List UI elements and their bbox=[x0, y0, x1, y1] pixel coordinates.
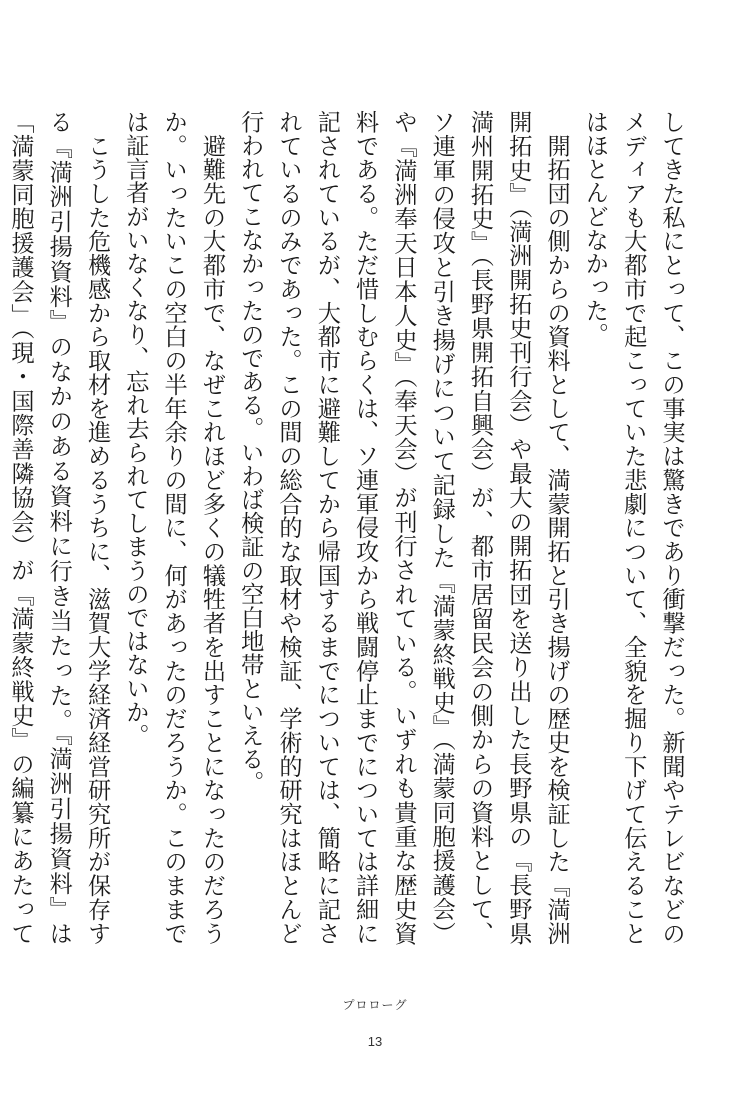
running-head: プロローグ bbox=[342, 998, 408, 1012]
paragraph-1: してきた私にとって、この事実は驚きであり衝撃だった。新聞やテレビなどのメディアも大都市で起こっていた悲劇について、全貌を掘り下げて伝えることはほとんどなかった。 bbox=[581, 110, 685, 945]
vertical-body-text bbox=[6, 110, 690, 945]
paragraph-2: 開拓団の側からの資料として、満蒙開拓と引き揚げの歴史を検証した『満洲開拓史』（満洲開拓史刊行会）や最大の開拓団を送り出した長野県の『長野県満州開拓史』（長野県開拓自興会）が、都市居留民会の側からの資料として、ソ連軍の侵攻と引き揚げについて記録した『満蒙終戦史』（満蒙同胞援護会）や『満洲奉天日本人史』（奉天会）が刊行されている。いずれも貴重な歴史資料である。ただ惜しむらくは、ソ連軍侵攻から戦闘停止までについては詳細に記されているが、大都市に避難してから帰国するまでについては、簡略に記されているのみであった。この間の総合的な取材や検証、学術的研究はほとんど行われてこなかったのである。いわば検証の空白地帯といえる。 bbox=[236, 110, 571, 945]
paragraph-4: こうした危機感から取材を進めるうちに、滋賀大学経済経営研究所が保存する『満洲引揚資料』のなかのある資料に行き当たった。『満洲引揚資料』は「満蒙同胞援護会」（現・国際善隣協会）が『満蒙終戦史』の編纂にあたって bbox=[6, 110, 111, 945]
paragraph-3: 避難先の大都市で、なぜこれほど多くの犠牲者を出すことになったのだろうか。いったいこの空白の半年余りの間に、何があったのだろうか。このままでは証言者がいなくなり、忘れ去られてしまうのではないか。 bbox=[121, 110, 226, 945]
page-number: 13 bbox=[367, 1034, 383, 1049]
